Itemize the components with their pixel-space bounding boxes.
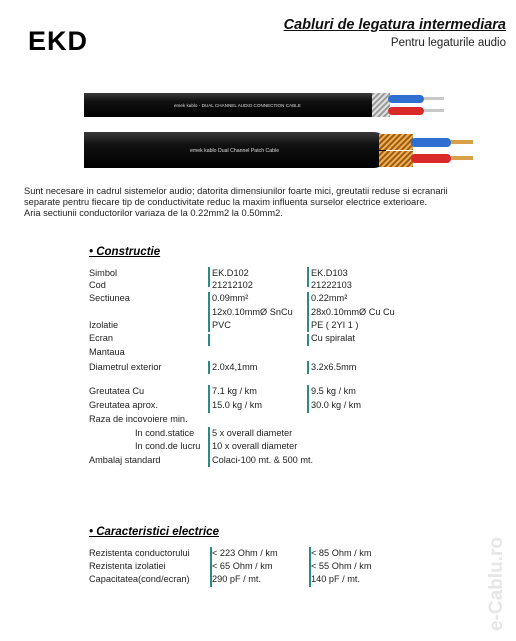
brand-logo: EKD (28, 26, 89, 56)
row-label: Raza de incovoiere min. (89, 414, 188, 424)
table-row (0, 548, 516, 560)
table-row (0, 441, 516, 453)
value-col1: 2.0x4,1mm (212, 362, 258, 372)
row-label: Sectiunea (89, 293, 130, 303)
value-col1: 0.09mm² (212, 293, 249, 303)
table-row (0, 307, 516, 319)
value-col2: < 85 Ohm / km (311, 548, 372, 558)
value-col1: 5 x overall diameter (212, 428, 293, 438)
intro-text (24, 186, 494, 219)
row-label: Ambalaj standard (89, 455, 161, 465)
value-col2: 21222103 (311, 280, 352, 290)
value-col1: 12x0.10mmØ SnCu (212, 307, 293, 317)
column-separator (208, 427, 210, 467)
table-row (0, 400, 516, 412)
column-separator (307, 267, 309, 287)
page-title: Cabluri de legatura intermediara (283, 17, 506, 33)
value-col2: PE ( 2YI 1 ) (311, 320, 359, 330)
watermark (483, 496, 507, 631)
value-col1: 290 pF / mt. (212, 574, 262, 584)
column-separator (208, 267, 210, 287)
cable-top (84, 93, 444, 117)
row-label: Greutatea aprox. (89, 400, 158, 410)
cable-top-print: emek kablo - DUAL CHANNEL AUDIO CONNECTION CABLE (174, 103, 301, 108)
table-row (0, 362, 516, 374)
column-separator (208, 361, 210, 374)
column-separator (210, 547, 212, 587)
row-label: Ecran (89, 333, 114, 343)
column-separator (309, 547, 311, 587)
row-label: Simbol (89, 268, 118, 278)
column-separator (307, 361, 309, 374)
cable-bottom (84, 132, 473, 168)
row-label: Capacitatea(cond/ecran) (89, 574, 190, 584)
construction-heading: • Constructie (89, 246, 161, 258)
table-row (0, 333, 516, 345)
intro-line: Aria sectiunii conductorilor variaza de la 0.22mm2 la 0.50mm2. (24, 208, 283, 218)
table-row (0, 386, 516, 398)
value-col2: 3.2x6.5mm (311, 362, 357, 372)
value-col2: 9.5 kg / km (311, 386, 356, 396)
column-separator (208, 292, 210, 332)
row-label: Izolatie (89, 320, 119, 330)
table-row (0, 280, 516, 292)
row-label: In cond.de lucru (135, 441, 201, 451)
watermark-text: e-Cablu.ro (486, 537, 507, 631)
value-col2: < 55 Ohm / km (311, 561, 372, 571)
table-row (0, 574, 516, 586)
table-row (0, 347, 516, 359)
value-col2: EK.D103 (311, 268, 348, 278)
value-col1: EK.D102 (212, 268, 249, 278)
value-col1: < 223 Ohm / km (212, 548, 278, 558)
table-row (0, 455, 516, 467)
cable-photo (84, 90, 484, 176)
table-row (0, 414, 516, 426)
value-col1: 7.1 kg / km (212, 386, 257, 396)
intro-line: separate pentru fiecare tip de conductivitate reduc la maxim influenta surselor electrice exterioare. (24, 197, 428, 207)
row-label: Rezistenta izolatiei (89, 561, 166, 571)
row-label: Rezistenta conductorului (89, 548, 190, 558)
value-col1: < 65 Ohm / km (212, 561, 273, 571)
column-separator (208, 334, 210, 346)
table-row (0, 428, 516, 440)
column-separator (208, 385, 210, 413)
value-col1: 15.0 kg / km (212, 400, 263, 410)
value-col2: 30.0 kg / km (311, 400, 362, 410)
column-separator (307, 334, 309, 346)
table-row (0, 293, 516, 305)
intro-line: Sunt necesare in cadrul sistemelor audio; datorita dimensiunilor foarte mici, greutatii reduse si ecranarii (24, 186, 448, 196)
row-label: Greutatea Cu (89, 386, 145, 396)
row-label: In cond.statice (135, 428, 195, 438)
column-separator (307, 292, 309, 332)
column-separator (307, 385, 309, 413)
value-col1: 10 x overall diameter (212, 441, 298, 451)
row-label: Cod (89, 280, 106, 290)
value-col2: 28x0.10mmØ Cu Cu (311, 307, 395, 317)
table-row (0, 268, 516, 280)
value-col2: 0.22mm² (311, 293, 348, 303)
table-row (0, 320, 516, 332)
cable-bottom-print: emek kablo Dual Channel Patch Cable (190, 148, 280, 154)
value-col1: Colaci-100 mt. & 500 mt. (212, 455, 314, 465)
electrical-heading: • Caracteristici electrice (89, 526, 219, 538)
value-col1: 21212102 (212, 280, 253, 290)
row-label: Mantaua (89, 347, 125, 357)
table-row (0, 561, 516, 573)
value-col1: PVC (212, 320, 231, 330)
value-col2: Cu spiralat (311, 333, 355, 343)
row-label: Diametrul exterior (89, 362, 162, 372)
page-subtitle: Pentru legaturile audio (390, 37, 506, 49)
value-col2: 140 pF / mt. (311, 574, 361, 584)
